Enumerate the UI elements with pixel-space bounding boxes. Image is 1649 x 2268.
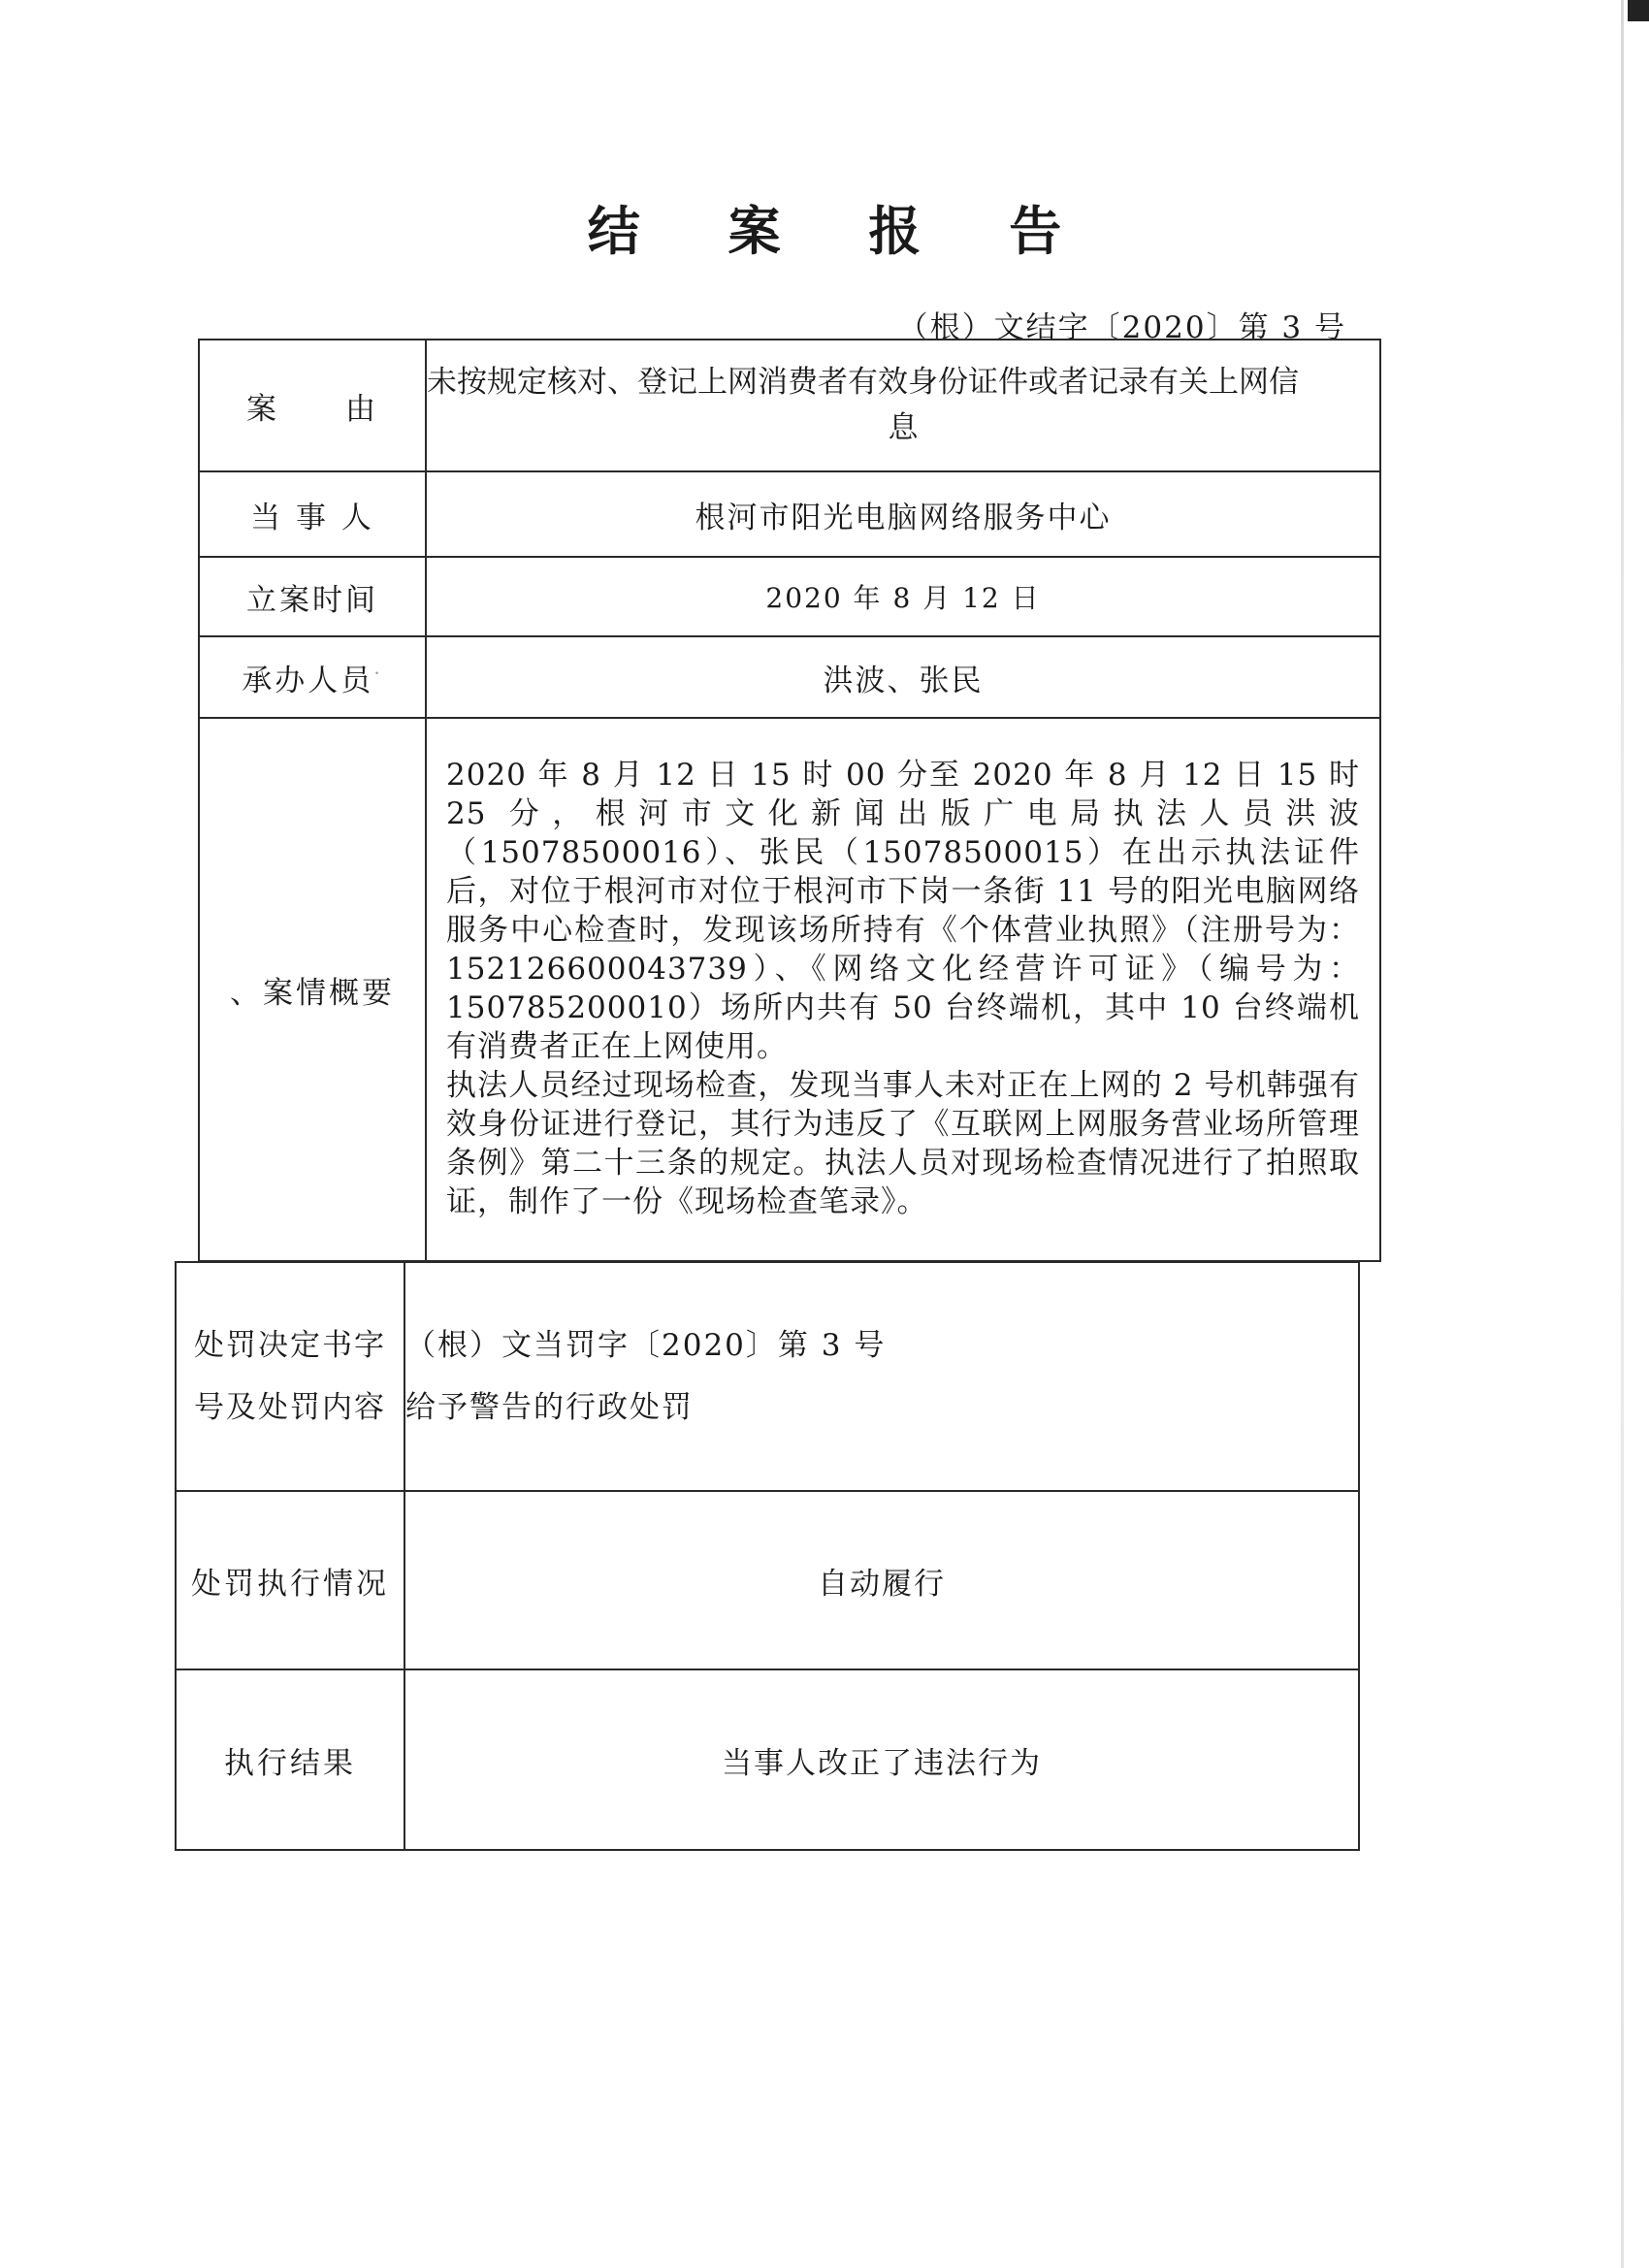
case-cause-label: 案 由 [199, 340, 426, 471]
penalty-decision-number: （根）文当罚字〔2020〕第 3 号 [405, 1328, 887, 1363]
penalty-decision-content: 给予警告的行政处罚 [405, 1390, 694, 1425]
document-number: （根）文结字〔2020〕第 3 号 [897, 310, 1346, 345]
party-label: 当 事 人 [199, 471, 426, 557]
case-table-lower [175, 1261, 1360, 1851]
summary-paragraph-1 [427, 748, 1379, 1066]
row-case-cause [199, 340, 1380, 471]
document-title: 结 案 报 告 [587, 200, 1097, 262]
row-party [199, 471, 1380, 557]
case-cause-value [426, 340, 1380, 471]
penalty-execution-label: 处罚执行情况 [176, 1491, 404, 1669]
execution-result-value: 当事人改正了违法行为 [404, 1669, 1359, 1850]
row-summary [199, 718, 1380, 1261]
penalty-execution-value: 自动履行 [404, 1491, 1359, 1669]
scan-corner-mark [1628, 0, 1649, 21]
penalty-decision-label-line1: 处罚决定书字 [194, 1328, 386, 1363]
handlers-value: 洪波、张民 [426, 636, 1380, 718]
case-table-upper [198, 339, 1381, 1262]
penalty-decision-label-line2: 号及处罚内容 [194, 1390, 386, 1425]
summary-value [426, 718, 1380, 1261]
penalty-decision-label [176, 1262, 404, 1491]
summary-label: 、案情概要 [199, 718, 426, 1261]
execution-result-label: 执行结果 [176, 1669, 404, 1850]
row-penalty-decision [176, 1262, 1359, 1491]
filing-time-value: 2020 年 8 月 12 日 [426, 557, 1380, 636]
handlers-label-text: 承办人员 [242, 663, 374, 698]
filing-time-label: 立案时间 [199, 557, 426, 636]
handlers-label: 承办人员· [199, 636, 426, 718]
case-cause-line1: 未按规定核对、登记上网消费者有效身份证件或者记录有关上网信 [427, 365, 1299, 400]
penalty-decision-value [404, 1262, 1359, 1491]
case-cause-line2: 息 [888, 410, 919, 445]
scan-edge [1621, 0, 1624, 2268]
summary-paragraph-2 [427, 1066, 1379, 1231]
party-value: 根河市阳光电脑网络服务中心 [426, 471, 1380, 557]
row-filing-time [199, 557, 1380, 636]
summary-paragraph-1-text: 2020 年 8 月 12 日 15 时 00 分至 2020 年 8 月 12 日 15 时 25 分，根河市文化新闻出版广电局执法人员洪波（15078500016）、张民（15078500015）在出示执法证件后，对位于根河市对位于根河市下岗一条街 11 号的阳光电脑网络服务中心检查时，发现该场所持有《个体营业执照》（注册号为：152126600043739）、《网络文化经营许可证》（编号为：150785200010）场所内共有 50 台终端机，其中 10 台终端机有消费者正在上网使用。 [446, 758, 1360, 1064]
summary-paragraph-2-text: 执法人员经过现场检查，发现当事人未对正在上网的 2 号机韩强有效身份证进行登记，其行为违反了《互联网上网服务营业场所管理条例》第二十三条的规定。执法人员对现场检查情况进行了拍照取证，制作了一份《现场检查笔录》。 [446, 1068, 1360, 1219]
row-execution-result [176, 1669, 1359, 1850]
row-handlers [199, 636, 1380, 718]
row-penalty-execution [176, 1491, 1359, 1669]
